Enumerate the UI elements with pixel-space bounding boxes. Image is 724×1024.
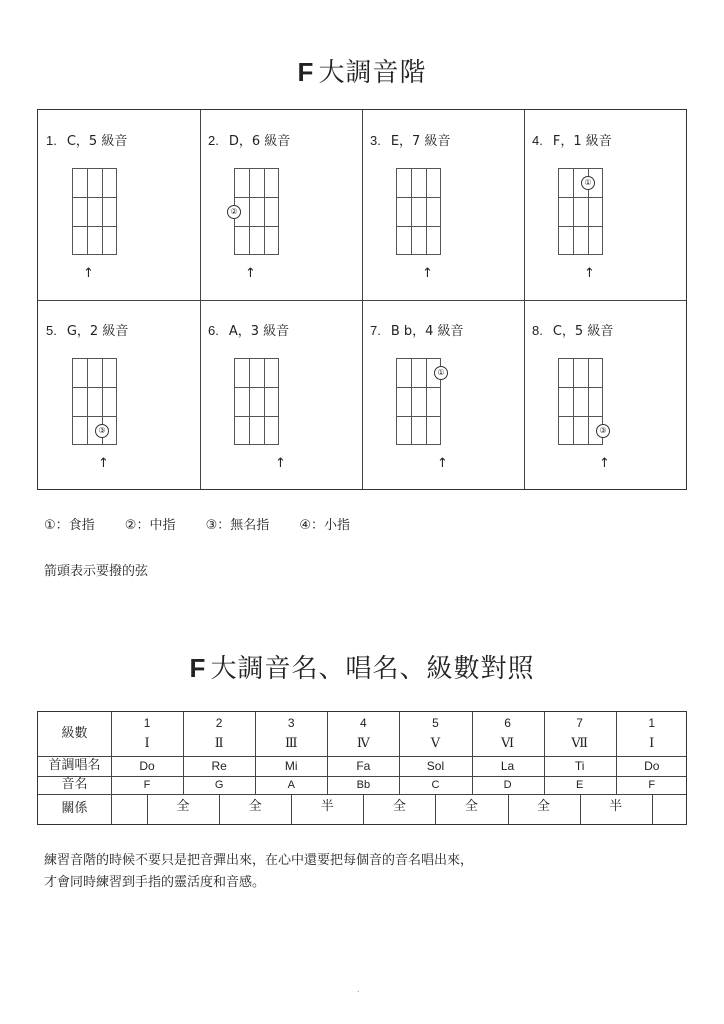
fret-line — [73, 197, 116, 198]
row-header: 級數 — [61, 726, 88, 741]
title-key: F — [189, 653, 207, 683]
fret-line — [73, 226, 116, 227]
finger-legend — [44, 514, 376, 533]
roman-degree-cell: Ⅵ — [501, 736, 515, 751]
legend-item: ④：小指 — [299, 518, 351, 533]
fret-line — [235, 416, 278, 417]
fret-line — [397, 197, 440, 198]
string-line — [249, 359, 250, 444]
pluck-arrow-icon: ↑ — [245, 266, 256, 281]
cell-label — [532, 320, 613, 339]
cell-number: 3. — [370, 133, 381, 148]
string-line — [426, 359, 427, 444]
interval-cell: 全 — [537, 799, 551, 814]
interval-cell: 半 — [320, 799, 334, 814]
interval-cell: 全 — [392, 799, 406, 814]
cell-label — [370, 130, 450, 149]
arrow-note: 箭頭表示要撥的弦 — [44, 564, 149, 579]
cell-note: D，6 級音 — [228, 134, 291, 149]
table-rule — [652, 794, 653, 824]
finger-marker: ① — [581, 176, 595, 190]
solfege-cell: Ti — [574, 759, 585, 773]
roman-degree-cell: Ⅳ — [356, 736, 370, 751]
degree-cell: 7 — [576, 716, 583, 730]
roman-degree-cell: Ⅰ — [649, 736, 655, 751]
degree-cell: 5 — [432, 716, 439, 730]
solfege-cell: Fa — [356, 759, 371, 773]
footer-dot: . — [357, 985, 360, 994]
scale-cell — [38, 110, 200, 300]
pluck-arrow-icon: ↑ — [83, 266, 94, 281]
legend-item: ①：食指 — [44, 518, 95, 533]
cell-label — [46, 130, 127, 149]
fret-line — [73, 387, 116, 388]
cell-note: F，1 級音 — [552, 134, 612, 149]
solfege-cell: Do — [644, 759, 660, 773]
scale-cell — [524, 110, 686, 300]
page-title — [0, 52, 724, 89]
scale-cell — [38, 300, 200, 490]
degree-cell: 1 — [648, 716, 656, 730]
title-text: 大調音階 — [318, 58, 427, 88]
fret-line — [73, 416, 116, 417]
cell-note: G，2 級音 — [66, 324, 129, 339]
note-name-cell: E — [575, 779, 584, 791]
cell-label — [532, 130, 612, 149]
fretboard-diagram — [396, 168, 441, 255]
cell-note: C，5 級音 — [552, 324, 614, 339]
row-header: 音名 — [61, 777, 88, 792]
solfege-cell: Sol — [426, 759, 445, 773]
string-line — [102, 169, 103, 254]
note-name-cell: A — [287, 779, 295, 791]
legend-item: ③：無名指 — [205, 518, 270, 533]
interval-cell: 全 — [248, 799, 262, 814]
solfege-cell: Re — [211, 759, 227, 773]
fret-line — [559, 226, 602, 227]
fretboard-diagram — [72, 168, 117, 255]
cell-number: 7. — [370, 323, 381, 338]
note-name-cell: Bb — [356, 779, 371, 791]
note-name-cell: F — [143, 779, 151, 791]
solfege-cell: La — [500, 759, 515, 773]
roman-degree-cell: Ⅴ — [430, 736, 441, 751]
cell-number: 6. — [208, 323, 219, 338]
fret-line — [559, 387, 602, 388]
string-line — [87, 169, 88, 254]
row-header: 關係 — [61, 801, 88, 816]
pluck-arrow-icon: ↑ — [422, 266, 433, 281]
note-name-cell: D — [503, 779, 512, 791]
section-title — [0, 648, 724, 685]
roman-degree-cell: Ⅲ — [284, 736, 298, 751]
cell-label — [208, 130, 290, 149]
string-line — [87, 359, 88, 444]
interval-cell: 全 — [176, 799, 190, 814]
fret-line — [397, 416, 440, 417]
scale-cell — [362, 300, 524, 490]
cell-number: 8. — [532, 323, 543, 338]
fret-line — [235, 197, 278, 198]
practice-line: 練習音階的時候不要只是把音彈出來，在心中還要把每個音的音名唱出來， — [44, 853, 474, 868]
cell-number: 4. — [532, 133, 543, 148]
practice-line: 才會同時練習到手指的靈活度和音感。 — [44, 875, 266, 890]
fret-line — [397, 387, 440, 388]
scale-cell — [200, 300, 362, 490]
string-line — [264, 169, 265, 254]
fret-line — [235, 387, 278, 388]
cell-number: 5. — [46, 323, 57, 338]
solfege-cell: Do — [139, 759, 155, 773]
row-header: 首調唱名 — [48, 758, 101, 773]
note-name-cell: G — [214, 779, 224, 791]
note-name-cell: C — [431, 779, 440, 791]
note-name-cell: F — [648, 779, 656, 791]
string-line — [588, 359, 589, 444]
string-line — [573, 359, 574, 444]
scale-fingering-grid — [37, 109, 687, 490]
pluck-arrow-icon: ↑ — [584, 266, 595, 281]
cell-note: B b，4 級音 — [390, 324, 464, 339]
interval-cell: 全 — [464, 799, 478, 814]
fret-line — [559, 416, 602, 417]
title-text: 大調音名、唱名、級數對照 — [210, 654, 535, 684]
string-line — [411, 169, 412, 254]
cell-number: 2. — [208, 133, 219, 148]
degree-cell: 1 — [143, 716, 151, 730]
cell-number: 1. — [46, 133, 57, 148]
cell-label — [370, 320, 464, 339]
solfege-cell: Mi — [284, 759, 298, 773]
cell-label — [46, 320, 128, 339]
scale-cell — [362, 110, 524, 300]
fret-line — [235, 226, 278, 227]
degree-cell: 2 — [215, 716, 223, 730]
practice-note — [44, 850, 473, 894]
fret-line — [397, 226, 440, 227]
fretboard-diagram — [234, 358, 279, 445]
finger-marker: ② — [227, 205, 241, 219]
degree-cell: 4 — [360, 716, 367, 730]
roman-degree-cell: Ⅰ — [144, 736, 150, 751]
scale-cell — [200, 110, 362, 300]
pluck-arrow-icon: ↑ — [275, 456, 286, 471]
interval-cell: 半 — [609, 799, 623, 814]
roman-degree-cell: Ⅶ — [571, 736, 589, 751]
cell-label — [208, 320, 289, 339]
string-line — [426, 169, 427, 254]
pluck-arrow-icon: ↑ — [437, 456, 448, 471]
degree-cell: 3 — [287, 716, 295, 730]
finger-marker: ③ — [596, 424, 610, 438]
fret-line — [559, 197, 602, 198]
string-line — [264, 359, 265, 444]
finger-marker: ① — [434, 366, 448, 380]
legend-item: ②：中指 — [124, 518, 176, 533]
title-key: F — [297, 57, 315, 87]
comparison-table — [37, 711, 687, 825]
cell-note: E，7 級音 — [390, 134, 451, 149]
degree-cell: 6 — [504, 716, 511, 730]
string-line — [573, 169, 574, 254]
cell-note: A，3 級音 — [228, 324, 290, 339]
cell-note: C，5 級音 — [66, 134, 128, 149]
string-line — [249, 169, 250, 254]
finger-marker: ③ — [95, 424, 109, 438]
scale-cell — [524, 300, 686, 490]
pluck-arrow-icon: ↑ — [98, 456, 109, 471]
roman-degree-cell: Ⅱ — [214, 736, 224, 751]
string-line — [411, 359, 412, 444]
pluck-arrow-icon: ↑ — [599, 456, 610, 471]
